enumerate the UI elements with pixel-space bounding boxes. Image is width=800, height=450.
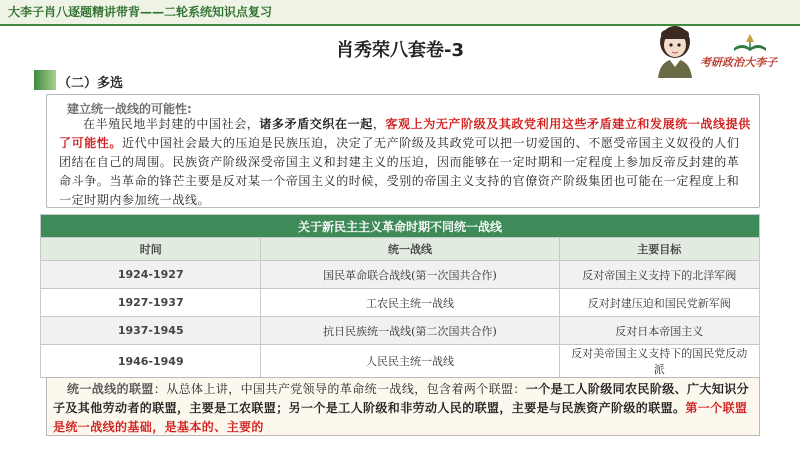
table-row — [41, 261, 760, 289]
col-header-front: 统一战线 — [261, 238, 559, 261]
section-tag-bar — [34, 70, 56, 90]
brand-block — [652, 22, 792, 78]
table-row — [41, 345, 760, 378]
alliance-text-1: ：从总体上讲，中国共产党领导的革命统一战线，包含着两个联盟： — [153, 382, 526, 396]
alliance-highlight-1: 第一个联盟是统一战线的基础，是基本的、主要的 — [53, 401, 748, 434]
cell-front: 工农民主统一战线 — [261, 289, 559, 317]
para-text-2: ， — [372, 117, 386, 131]
possibility-paragraph — [59, 115, 751, 210]
cell-goal: 反对美帝国主义支持下的国民党反动派 — [559, 345, 759, 378]
cell-front: 人民民主统一战线 — [261, 345, 559, 378]
alliance-lead: 统一战线的联盟 — [67, 382, 154, 396]
cell-time: 1937-1945 — [41, 317, 261, 345]
united-front-table — [40, 214, 760, 378]
page-title: 肖秀荣八套卷-3 — [336, 40, 464, 61]
para-highlight-1: 客观上为无产阶级及其政党利用这些矛盾建立和发展统一战线提供了可能性。 — [59, 117, 751, 150]
col-header-time: 时间 — [41, 238, 261, 261]
para-bold-1: 诸多矛盾交织在一起 — [259, 117, 373, 131]
section-tag — [34, 70, 134, 90]
alliance-box — [46, 377, 760, 436]
header-title: 大李子肖八逐题精讲带背——二轮系统知识点复习 — [8, 5, 273, 19]
alliance-paragraph — [53, 380, 753, 437]
para-text-3: 近代中国社会最大的压迫是民族压迫，决定了无产阶级及其政党可以把一切爱国的、不愿受帝国主义奴役的人们团结在自己的周围。民族资产阶级深受帝国主义和封建主义的压迫，因而能够在一定时期和一定程度上参加反帝反封建的革命斗争。当革命的锋芒主要是反对某一个帝国主义的时候，受别的帝国主义支持的官僚资产阶级集团也可能在一定程度上和一定时期内参加统一战线。 — [59, 136, 740, 207]
col-header-goal: 主要目标 — [559, 238, 759, 261]
brand-text: 考研政治大李子 — [700, 56, 777, 69]
table-row — [41, 289, 760, 317]
section-label: （二）多选 — [58, 76, 124, 91]
para-text-1: 在半殖民地半封建的中国社会， — [83, 117, 260, 131]
book-logo-icon — [730, 30, 770, 54]
cell-time: 1927-1937 — [41, 289, 261, 317]
alliance-bold-1: 一个是工人阶级同农民阶级、广大知识分子及其他劳动者的联盟，主要是工农联盟；另一个是工人阶级和非劳动人民的联盟，主要是与民族资产阶级的联盟。 — [53, 382, 750, 415]
avatar — [652, 22, 698, 78]
possibility-heading: 建立统一战线的可能性: — [67, 102, 192, 116]
cell-goal: 反对帝国主义支持下的北洋军阀 — [559, 261, 759, 289]
cell-goal: 反对日本帝国主义 — [559, 317, 759, 345]
table-row — [41, 317, 760, 345]
table-caption: 关于新民主主义革命时期不同统一战线 — [41, 215, 760, 238]
cell-goal: 反对封建压迫和国民党新军阀 — [559, 289, 759, 317]
cell-front: 国民革命联合战线(第一次国共合作) — [261, 261, 559, 289]
cell-time: 1946-1949 — [41, 345, 261, 378]
possibility-box — [46, 94, 760, 208]
cell-time: 1924-1927 — [41, 261, 261, 289]
cell-front: 抗日民族统一战线(第二次国共合作) — [261, 317, 559, 345]
